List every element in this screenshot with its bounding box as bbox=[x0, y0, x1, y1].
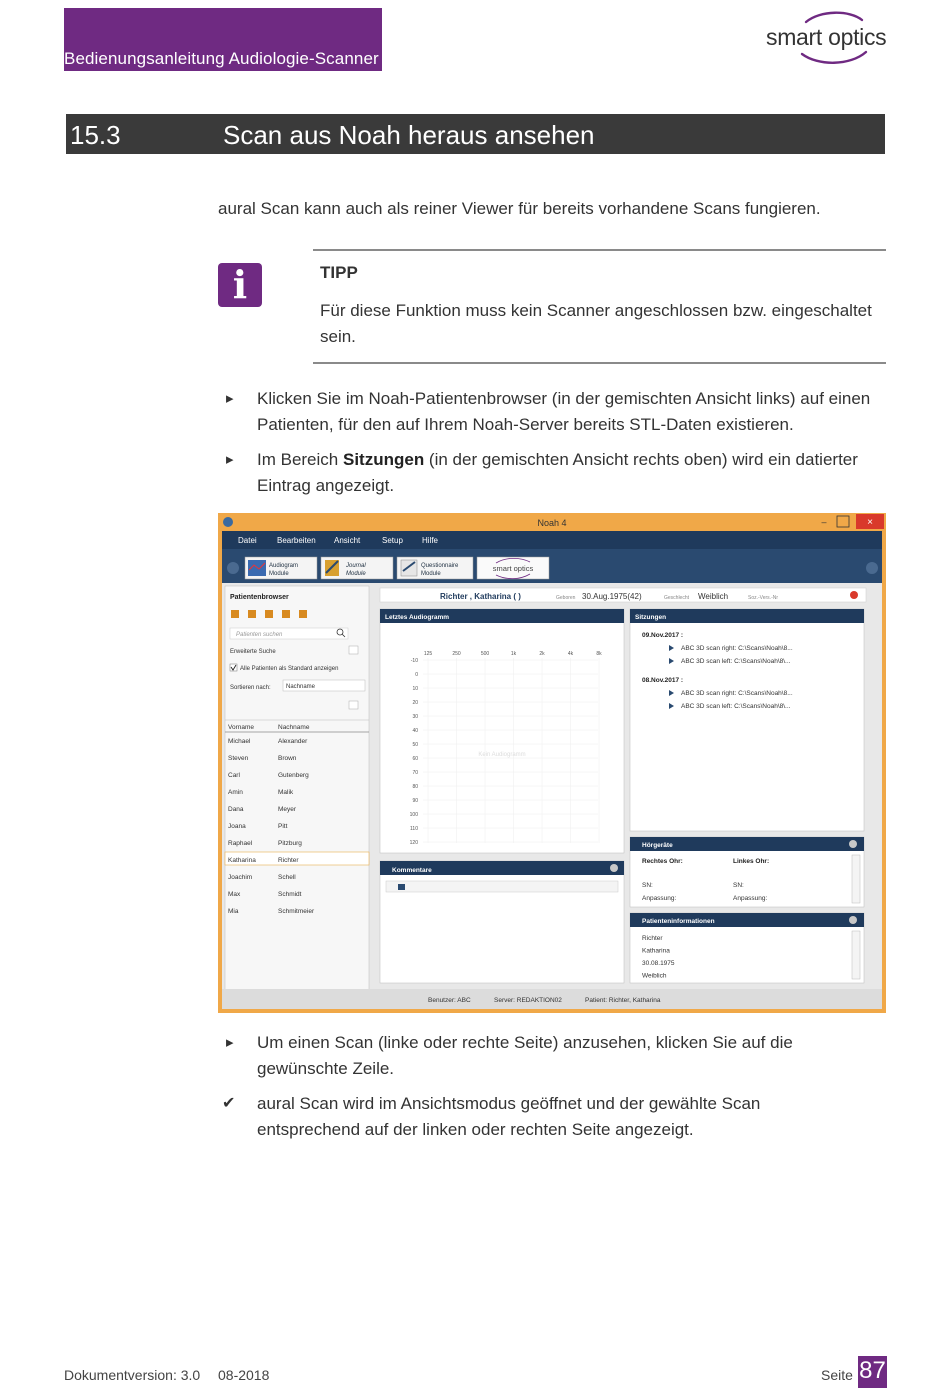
brand-logo bbox=[762, 8, 890, 68]
patient-last-name: Gutenberg bbox=[278, 772, 309, 779]
patient-last-name: Pitt bbox=[278, 823, 288, 830]
step-2-line-1: Im Bereich Sitzungen (in der gemischten Ansicht rechts oben) wird ein datierter bbox=[257, 450, 858, 469]
freq-tick-label: 2k bbox=[539, 651, 545, 657]
tip-text-line-1: Für diese Funktion muss kein Scanner angeschlossen bzw. eingeschaltet bbox=[320, 301, 872, 320]
patient-first-name: Joachim bbox=[228, 874, 253, 881]
patient-last-name: Schmitmeier bbox=[278, 908, 315, 915]
footer-version: Dokumentversion: 3.0 bbox=[64, 1367, 201, 1383]
db-tick-label: 120 bbox=[409, 840, 418, 846]
session-scan-row[interactable] bbox=[669, 645, 793, 652]
patient-first-name: Amin bbox=[228, 789, 243, 796]
step-1-line-2: Patienten, für den auf Ihrem Noah-Server bereits STL-Daten existieren. bbox=[257, 415, 794, 434]
noah-screenshot bbox=[218, 513, 886, 1013]
checkmark-icon: ✔ bbox=[222, 1095, 236, 1112]
patient-last-name: Meyer bbox=[278, 806, 297, 813]
svg-text:smart optics: smart optics bbox=[492, 564, 534, 573]
comments-title: Kommentare bbox=[392, 867, 432, 874]
tip-title: TIPP bbox=[320, 263, 358, 282]
col-header-first[interactable]: Vorname bbox=[228, 724, 255, 731]
svg-text:Nachname: Nachname bbox=[286, 684, 316, 690]
db-tick-label: 0 bbox=[415, 672, 418, 678]
step-1-line-1: Klicken Sie im Noah-Patientenbrowser (in der gemischten Ansicht links) auf einen bbox=[257, 389, 871, 408]
advanced-search-link[interactable]: Erweiterte Suche bbox=[230, 649, 276, 655]
patient-last-name: Alexander bbox=[278, 738, 308, 745]
result-line-2: entsprechend auf der linken oder rechten Seite angezeigt. bbox=[257, 1120, 694, 1139]
step-3-line-1: Um einen Scan (linke oder rechte Seite) anzusehen, klicken Sie auf die bbox=[257, 1033, 793, 1052]
patient-first-name: Katharina bbox=[228, 857, 256, 864]
menu-datei[interactable]: Datei bbox=[238, 536, 257, 545]
patient-info-title: Patienteninformationen bbox=[642, 918, 715, 925]
db-tick-label: 20 bbox=[412, 700, 418, 706]
module-smart-optics[interactable] bbox=[477, 557, 549, 579]
status-server: Server: REDAKTION02 bbox=[494, 997, 562, 1004]
patient-first-name: Raphael bbox=[228, 840, 253, 847]
header-title: Bedienungsanleitung Audiologie-Scanner bbox=[64, 49, 379, 68]
hearing-aids-title: Hörgeräte bbox=[642, 842, 673, 849]
svg-text:Sortieren nach:: Sortieren nach: bbox=[230, 685, 271, 691]
close-patient-icon[interactable] bbox=[850, 591, 858, 599]
freq-tick-label: 8k bbox=[596, 651, 602, 657]
svg-text:Journal: Journal bbox=[346, 563, 366, 569]
patient-born: 30.Aug.1975(42) bbox=[582, 592, 642, 601]
patient-first-name: Max bbox=[228, 891, 241, 898]
db-tick-label: -10 bbox=[410, 658, 418, 664]
save-icon[interactable] bbox=[398, 884, 405, 890]
bullet-triangle-icon: ▸ bbox=[226, 1034, 234, 1051]
patient-last-name: Brown bbox=[278, 755, 297, 762]
svg-text:Patienten suchen: Patienten suchen bbox=[236, 632, 283, 638]
svg-text:×: × bbox=[867, 517, 873, 528]
db-tick-label: 90 bbox=[412, 798, 418, 804]
tip-bottom-rule bbox=[313, 362, 886, 364]
svg-text:Rechtes Ohr:: Rechtes Ohr: bbox=[642, 858, 683, 865]
svg-text:Soz.-Vers.-Nr: Soz.-Vers.-Nr bbox=[748, 595, 779, 601]
patient-first-name: Steven bbox=[228, 755, 249, 762]
svg-text:Alle Patienten als Standard an: Alle Patienten als Standard anzeigen bbox=[240, 666, 339, 672]
menu-ansicht[interactable]: Ansicht bbox=[334, 536, 361, 545]
patient-name: Richter , Katharina ( ) bbox=[440, 592, 521, 601]
patient-first-name: Dana bbox=[228, 806, 244, 813]
module-audiogram[interactable] bbox=[245, 557, 317, 579]
db-tick-label: 80 bbox=[412, 784, 418, 790]
result-line-1: aural Scan wird im Ansichtsmodus geöffnet und der gewählte Scan bbox=[257, 1094, 761, 1113]
db-tick-label: 30 bbox=[412, 714, 418, 720]
patient-info-line: 30.08.1975 bbox=[642, 960, 675, 967]
patient-info-line: Richter bbox=[642, 935, 663, 942]
col-header-last[interactable]: Nachname bbox=[278, 724, 310, 731]
svg-text:ABC 3D scan right: C:\Scans\No: ABC 3D scan right: C:\Scans\Noah\8... bbox=[681, 690, 793, 697]
svg-text:Anpassung:: Anpassung: bbox=[642, 895, 677, 902]
brand-logo-text: smart optics bbox=[766, 24, 887, 50]
db-tick-label: 110 bbox=[410, 826, 418, 832]
svg-text:–: – bbox=[821, 517, 827, 527]
intro-paragraph: aural Scan kann auch als reiner Viewer für bereits vorhandene Scans fungieren. bbox=[218, 199, 821, 218]
patient-info-line: Katharina bbox=[642, 947, 670, 955]
svg-text:ABC 3D scan right: C:\Scans\No: ABC 3D scan right: C:\Scans\Noah\8... bbox=[681, 645, 793, 652]
audiogram-title: Letztes Audiogramm bbox=[385, 614, 450, 621]
sessions-title: Sitzungen bbox=[635, 614, 667, 621]
bullet-triangle-icon: ▸ bbox=[226, 451, 234, 468]
patient-first-name: Joana bbox=[228, 823, 246, 830]
svg-text:Module: Module bbox=[421, 571, 441, 577]
patient-first-name: Mia bbox=[228, 908, 239, 915]
patient-last-name: Pitzburg bbox=[278, 840, 302, 847]
svg-text:Anpassung:: Anpassung: bbox=[733, 895, 768, 902]
session-scan-row[interactable] bbox=[669, 703, 791, 710]
patient-last-name: Schell bbox=[278, 874, 296, 881]
svg-text:Audiogram: Audiogram bbox=[269, 563, 299, 569]
tip-text-line-2: sein. bbox=[320, 327, 356, 346]
db-tick-label: 40 bbox=[412, 728, 418, 734]
patient-last-name: Richter bbox=[278, 857, 299, 864]
svg-text:Questionnaire: Questionnaire bbox=[421, 563, 459, 569]
svg-text:ABC 3D scan left: C:\Scans\Noa: ABC 3D scan left: C:\Scans\Noah\8\... bbox=[681, 703, 791, 710]
patient-last-name: Malik bbox=[278, 789, 294, 796]
session-scan-row[interactable] bbox=[669, 658, 791, 665]
freq-tick-label: 1k bbox=[510, 651, 517, 657]
menu-hilfe[interactable]: Hilfe bbox=[422, 536, 439, 545]
session-date: 09.Nov.2017 : bbox=[642, 632, 684, 639]
module-journal[interactable] bbox=[321, 557, 393, 579]
svg-text:Geschlecht: Geschlecht bbox=[664, 595, 690, 601]
freq-tick-label: 250 bbox=[452, 651, 461, 657]
db-tick-label: 50 bbox=[412, 742, 418, 748]
svg-text:Module: Module bbox=[269, 571, 289, 577]
status-user: Benutzer: ABC bbox=[428, 997, 471, 1004]
section-number: 15.3 bbox=[70, 120, 121, 150]
svg-text:SN:: SN: bbox=[733, 882, 744, 889]
patient-last-name: Schmidt bbox=[278, 891, 302, 898]
patient-first-name: Carl bbox=[228, 772, 240, 779]
menu-bearbeiten[interactable]: Bearbeiten bbox=[277, 536, 316, 545]
svg-text:Kein Audiogramm: Kein Audiogramm bbox=[478, 752, 526, 758]
freq-tick-label: 4k bbox=[567, 651, 574, 657]
footer-page-label: Seite bbox=[821, 1367, 853, 1383]
section-title: Scan aus Noah heraus ansehen bbox=[223, 120, 595, 150]
db-tick-label: 60 bbox=[412, 756, 418, 762]
session-scan-row[interactable] bbox=[669, 690, 793, 697]
patient-gender: Weiblich bbox=[698, 592, 729, 601]
tip-top-rule bbox=[313, 249, 886, 251]
svg-text:Module: Module bbox=[346, 571, 366, 577]
info-icon: i bbox=[218, 263, 262, 307]
svg-text:SN:: SN: bbox=[642, 882, 653, 889]
step-3-line-2: gewünschte Zeile. bbox=[257, 1059, 395, 1078]
bullet-triangle-icon: ▸ bbox=[226, 390, 234, 407]
module-questionnaire[interactable] bbox=[397, 557, 473, 579]
freq-tick-label: 125 bbox=[423, 651, 433, 657]
menu-setup[interactable]: Setup bbox=[382, 536, 403, 545]
session-date: 08.Nov.2017 : bbox=[642, 677, 684, 684]
svg-text:Linkes Ohr:: Linkes Ohr: bbox=[733, 858, 770, 865]
db-tick-label: 10 bbox=[412, 686, 418, 692]
status-patient: Patient: Richter, Katharina bbox=[585, 997, 661, 1004]
page-number: 87 bbox=[859, 1357, 886, 1384]
db-tick-label: 100 bbox=[409, 812, 418, 818]
footer-date: 08-2018 bbox=[218, 1367, 270, 1383]
patient-info-line: Weiblich bbox=[642, 972, 667, 980]
browser-title: Patientenbrowser bbox=[230, 594, 289, 601]
svg-text:ABC 3D scan left: C:\Scans\Noa: ABC 3D scan left: C:\Scans\Noah\8\... bbox=[681, 658, 791, 665]
step-2-line-2: Eintrag angezeigt. bbox=[257, 476, 395, 495]
patient-first-name: Michael bbox=[228, 738, 251, 745]
db-tick-label: 70 bbox=[412, 770, 418, 776]
freq-tick-label: 500 bbox=[480, 651, 490, 657]
window-title: Noah 4 bbox=[537, 518, 567, 528]
svg-text:Geboren: Geboren bbox=[556, 595, 576, 601]
